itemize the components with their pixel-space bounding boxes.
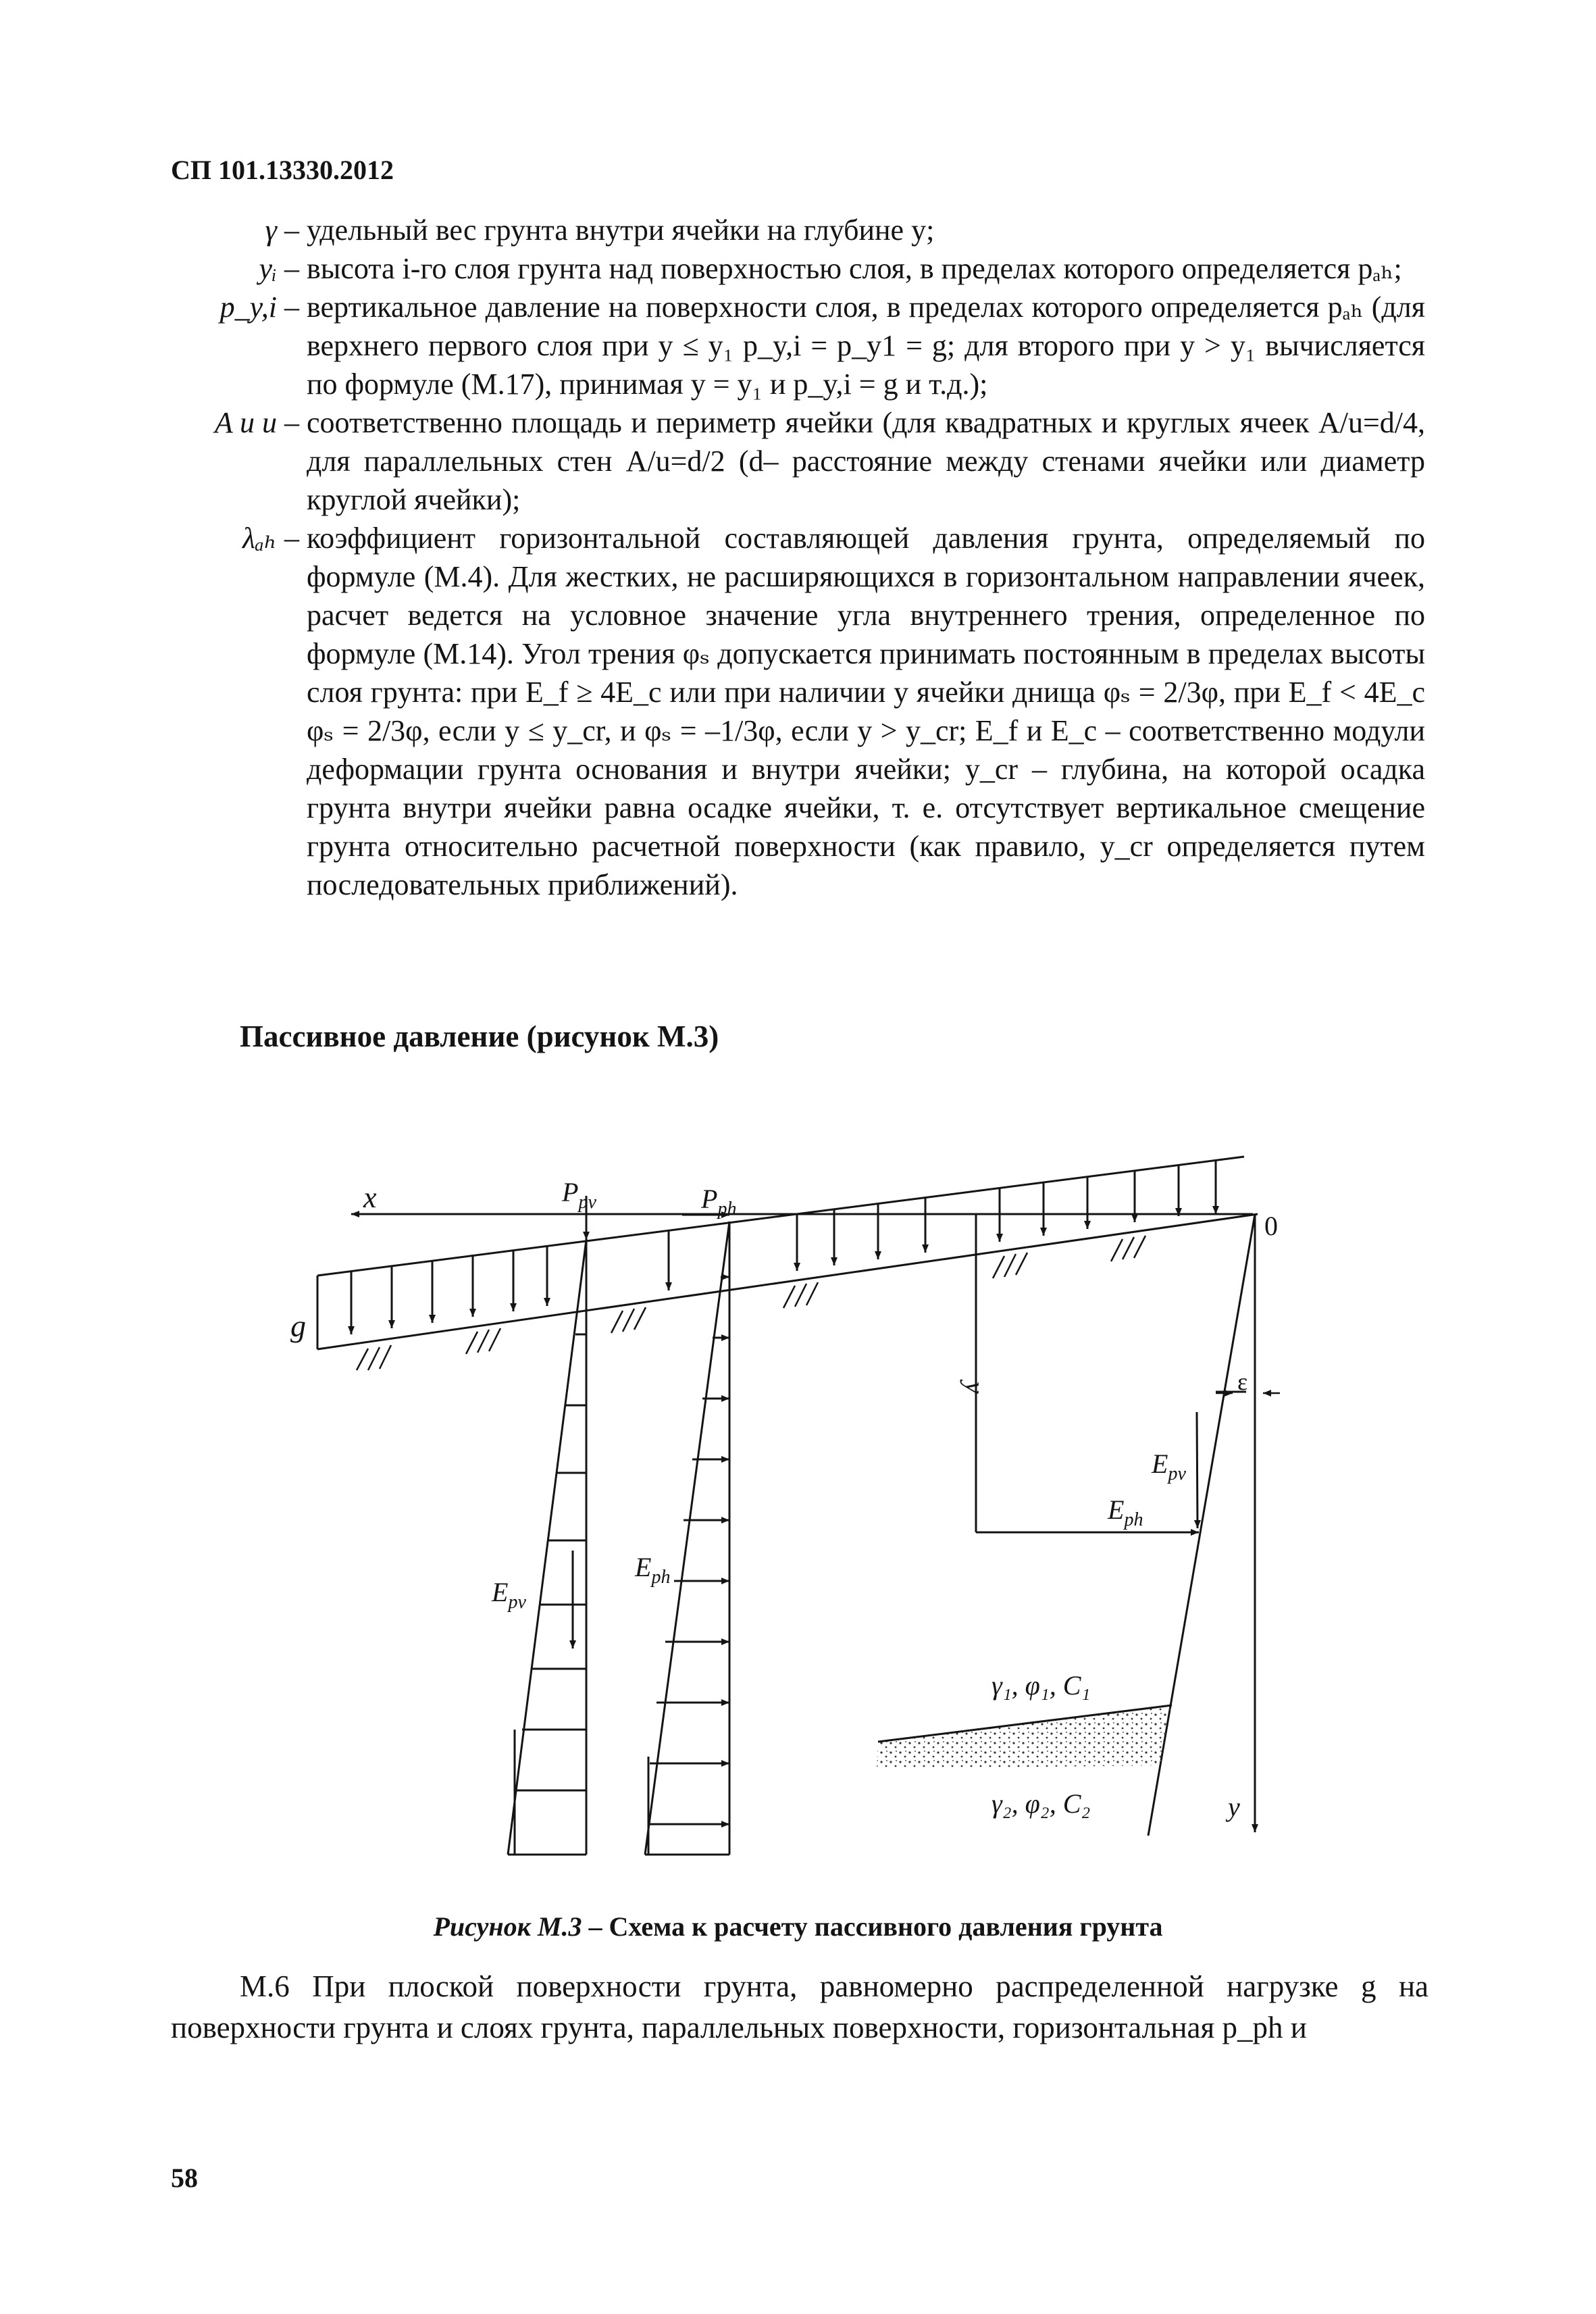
definition-dash: – [284, 406, 299, 439]
definition-text: соответственно площадь и периметр ячейки (для квадратных и круглых ячеек A/u=d/4, для параллельных стен A/u=d/2 (d– расстояние между стенами ячейки или диаметр круглой ячейки); [307, 406, 1425, 516]
y-axis-label: y [1228, 1792, 1240, 1822]
depth-dimension [976, 1214, 1246, 1532]
definition-term: p_y,i [220, 291, 277, 324]
definitions-list [155, 211, 1425, 904]
eph-label: $E_{ph}$ [635, 1552, 671, 1588]
definition-dash: – [284, 252, 299, 285]
definition-dash: – [284, 291, 299, 324]
passive-pressure-diagram [270, 1108, 1351, 1885]
definition-text: вертикальное давление на поверхности слоя, в пределах которого определяется pₐₕ (для верхнего первого слоя при y ≤ y₁ p_y,i = p_y1 = g; для второго при y > y₁ вычисляется по формуле (М.17), принимая y = y₁ и p_y,i = g и т.д.); [307, 291, 1425, 401]
definition-item [155, 403, 1425, 519]
lower-layer-label: γ₂, φ₂, C₂ [992, 1788, 1091, 1819]
definition-dash: – [284, 522, 299, 555]
definition-item [155, 249, 1425, 288]
document-code: СП 101.13330.2012 [171, 155, 394, 185]
eph-pressure-diagram [645, 1222, 729, 1855]
definition-item [155, 211, 1425, 249]
definition-text: коэффициент горизонтальной составляющей давления грунта, определяемый по формуле (М.4). Для жестких, не расширяющихся в горизонтальном направлении ячеек, расчет ведется на условное значение угла внутреннего трения, определенное по формуле (М.14). Угол трения φₛ допускается принимать постоянным в пределах высоты слоя грунта: при E_f ≥ 4E_c или при наличии у ячейки днища φₛ = 2/3φ, при E_f < 4E_c φₛ = 2/3φ, если y ≤ y_cr, и φₛ = –1/3φ, если y > y_cr; E_f и E_c – соответственно модули деформации грунта основания и внутри ячейки; y_cr – глубина, на которой осадка грунта внутри ячейки равна осадке ячейки, т. е. отсутствует вертикальное смещение грунта относительно расчетной поверхности (как правило, y_cr определяется путем последовательных приближений). [307, 522, 1425, 901]
page-number: 58 [171, 2163, 198, 2193]
definition-item [155, 288, 1425, 403]
pph-label: $P_{ph}$ [701, 1184, 737, 1219]
wall-epv-label: $E_{pv}$ [1152, 1449, 1186, 1484]
caption-label: Рисунок М.3 [433, 1911, 582, 1942]
caption-text: – Схема к расчету пассивного давления грунта [582, 1911, 1163, 1942]
paragraph-text: М.6 При плоской поверхности грунта, равномерно распределенной нагрузке g на поверхности грунта и слоях грунта, параллельных поверхности, горизонтальная p_ph и [171, 1969, 1428, 2044]
epv-label: $E_{pv}$ [492, 1577, 526, 1613]
figure-caption [0, 1911, 1596, 1942]
definition-item [155, 519, 1425, 904]
load-top-line [317, 1157, 1244, 1276]
ground-line [317, 1214, 1258, 1349]
x-axis-label: x [363, 1181, 377, 1214]
surface-load-arrows [351, 1160, 1216, 1334]
definition-term: γ [265, 213, 277, 247]
epsilon-label: ε [1237, 1368, 1248, 1395]
wall-eph-label: $E_{ph}$ [1108, 1494, 1143, 1530]
section-title: Пассивное давление (рисунок М.3) [240, 1020, 719, 1053]
definition-text: высота i-го слоя грунта над поверхностью слоя, в пределах которого определяется pₐₕ; [307, 252, 1402, 285]
body-paragraph [171, 1966, 1428, 2048]
surface-load-label: g [290, 1309, 306, 1343]
ppv-label: $P_{pv}$ [562, 1177, 596, 1213]
upper-layer-label: γ₁, φ₁, C₁ [992, 1670, 1091, 1701]
definition-term: λₐₕ [242, 522, 277, 555]
depth-label: y [960, 1382, 990, 1394]
eph-arrows [650, 1277, 729, 1824]
definition-dash: – [284, 213, 299, 247]
origin-label: 0 [1264, 1211, 1278, 1241]
definition-term: yᵢ [259, 252, 277, 285]
definition-term: A и u [214, 406, 277, 439]
definition-text: удельный вес грунта внутри ячейки на глубине y; [307, 213, 935, 247]
